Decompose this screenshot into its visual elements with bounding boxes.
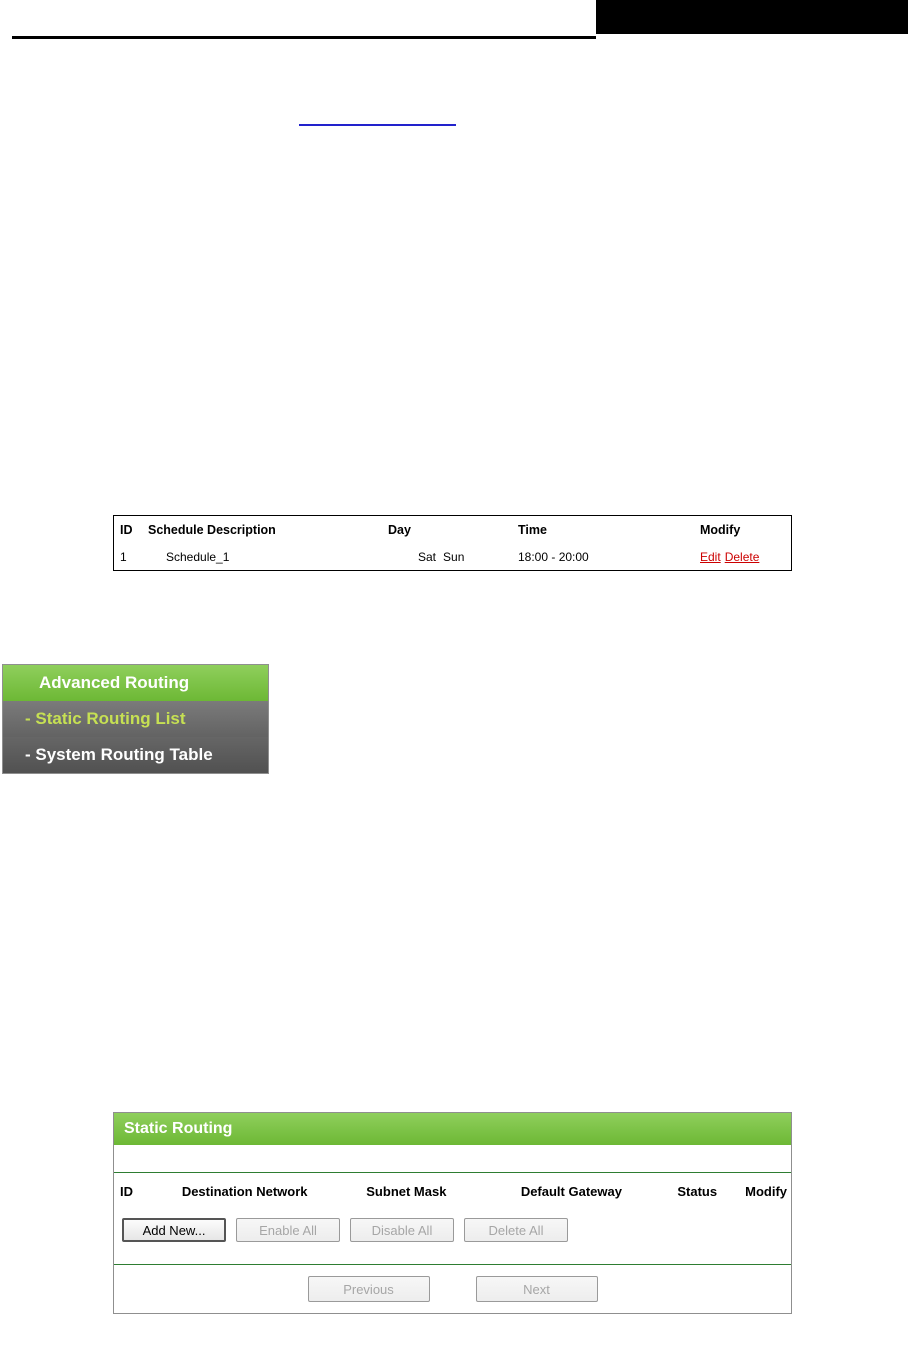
cell-day-sat: Sat bbox=[418, 549, 437, 564]
column-header-day: Day bbox=[388, 522, 411, 537]
page-header bbox=[0, 0, 908, 44]
header-rule bbox=[12, 36, 596, 39]
delete-all-button[interactable]: Delete All bbox=[464, 1218, 568, 1242]
panel-title-static-routing: Static Routing bbox=[114, 1113, 791, 1145]
column-header-destination-network: Destination Network bbox=[181, 1183, 308, 1199]
static-routing-header-row bbox=[114, 1173, 791, 1209]
enable-all-button[interactable]: Enable All bbox=[236, 1218, 340, 1242]
column-header-modify: Modify bbox=[745, 1183, 788, 1199]
static-routing-panel bbox=[113, 1112, 792, 1314]
column-header-default-gateway: Default Gateway bbox=[520, 1183, 622, 1199]
next-button[interactable]: Next bbox=[476, 1276, 598, 1302]
delete-link[interactable]: Delete bbox=[724, 549, 760, 564]
cell-description: Schedule_1 bbox=[166, 549, 230, 564]
cell-time: 18:00 - 20:00 bbox=[518, 549, 589, 564]
column-header-id: ID bbox=[120, 1183, 133, 1199]
table-row bbox=[114, 543, 791, 570]
cell-day bbox=[388, 550, 518, 564]
cell-id: 1 bbox=[120, 549, 127, 564]
column-header-id: ID bbox=[120, 522, 133, 537]
sidebar-item-static-routing-list[interactable]: - Static Routing List bbox=[3, 701, 268, 737]
static-routing-pagination bbox=[114, 1265, 791, 1313]
schedule-table-header-row bbox=[114, 516, 791, 543]
column-header-status: Status bbox=[677, 1183, 718, 1199]
hyperlink-underline[interactable] bbox=[299, 110, 456, 126]
column-header-description: Schedule Description bbox=[148, 522, 276, 537]
disable-all-button[interactable]: Disable All bbox=[350, 1218, 454, 1242]
edit-link[interactable]: Edit bbox=[700, 549, 721, 564]
header-black-block bbox=[596, 0, 908, 34]
previous-button[interactable]: Previous bbox=[308, 1276, 430, 1302]
column-header-subnet-mask: Subnet Mask bbox=[366, 1183, 447, 1199]
panel-divider bbox=[114, 1251, 791, 1265]
static-routing-action-buttons bbox=[114, 1209, 791, 1251]
column-header-time: Time bbox=[518, 522, 547, 537]
schedule-table bbox=[113, 515, 792, 571]
advanced-routing-menu bbox=[2, 664, 269, 774]
panel-spacer bbox=[114, 1145, 791, 1173]
cell-day-sun: Sun bbox=[443, 549, 465, 564]
column-header-modify: Modify bbox=[700, 522, 741, 537]
sidebar-item-system-routing-table[interactable]: - System Routing Table bbox=[3, 737, 268, 773]
add-new-button[interactable]: Add New... bbox=[122, 1218, 226, 1242]
cell-modify bbox=[700, 550, 790, 564]
menu-title-advanced-routing: Advanced Routing bbox=[3, 665, 268, 701]
